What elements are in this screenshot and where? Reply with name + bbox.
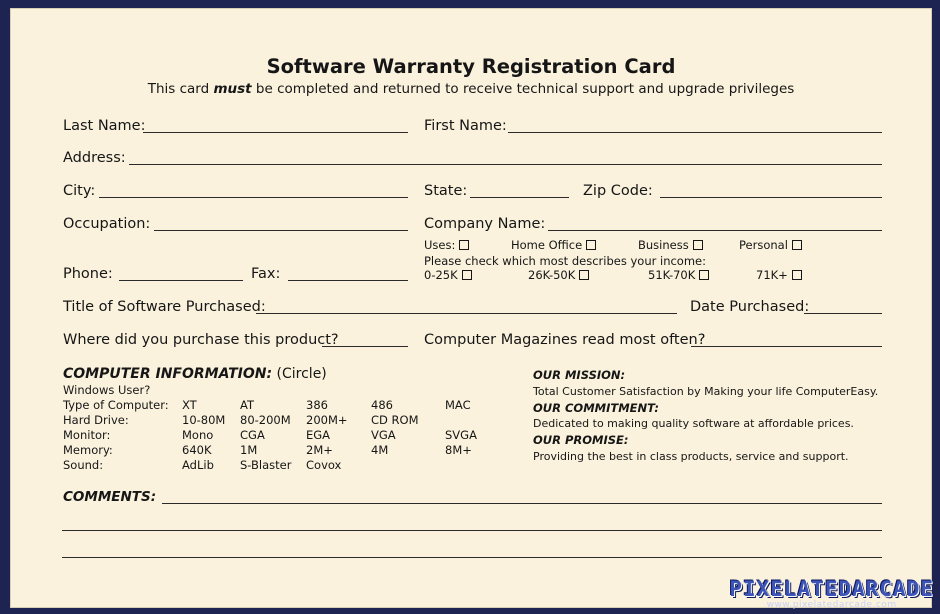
ci-option[interactable]: 2M+ xyxy=(306,443,333,457)
first-name-input[interactable] xyxy=(509,114,884,132)
income-option-2 xyxy=(648,268,709,282)
occupation-label: Occupation: xyxy=(63,216,151,232)
ci-option[interactable]: 486 xyxy=(371,398,393,412)
where-purchased-label: Where did you purchase this product? xyxy=(63,332,339,348)
ci-option[interactable]: VGA xyxy=(371,428,396,442)
income-prompt: Please check which most describes your income: xyxy=(424,254,706,268)
commitment-text: Dedicated to making quality software at affordable prices. xyxy=(533,417,854,430)
software-title-input[interactable] xyxy=(257,295,679,313)
personal-checkbox[interactable] xyxy=(792,240,802,250)
income-checkbox-0[interactable] xyxy=(462,270,472,280)
magazines-label: Computer Magazines read most often? xyxy=(424,332,706,348)
software-title-label: Title of Software Purchased: xyxy=(63,299,266,315)
ci-option[interactable]: CD ROM xyxy=(371,413,419,427)
ci-option[interactable]: MAC xyxy=(445,398,471,412)
ci-option[interactable]: 386 xyxy=(306,398,328,412)
state-label: State: xyxy=(424,183,468,199)
income-option-3 xyxy=(756,268,802,282)
software-title-line xyxy=(256,313,677,314)
ci-option[interactable]: 80-200M xyxy=(240,413,291,427)
ci-option[interactable]: 8M+ xyxy=(445,443,472,457)
income-checkbox-1[interactable] xyxy=(579,270,589,280)
comments-line-2 xyxy=(62,530,882,531)
occupation-input[interactable] xyxy=(155,212,410,230)
ci-row-label: Monitor: xyxy=(63,428,111,442)
occupation-line xyxy=(154,230,408,231)
uses-label xyxy=(424,238,469,252)
ci-option[interactable]: S-Blaster xyxy=(240,458,292,472)
personal-option xyxy=(739,238,802,252)
fax-input[interactable] xyxy=(289,262,410,280)
commitment-heading: OUR COMMITMENT: xyxy=(533,401,659,415)
subtitle-after: be completed and returned to receive technical support and upgrade privileges xyxy=(251,81,795,97)
mission-heading: OUR MISSION: xyxy=(533,368,626,382)
ci-option[interactable]: 10-80M xyxy=(182,413,226,427)
state-line xyxy=(470,197,569,198)
address-line xyxy=(129,164,882,165)
date-purchased-line xyxy=(804,313,882,314)
state-input[interactable] xyxy=(471,179,571,197)
home-office-checkbox[interactable] xyxy=(586,240,596,250)
mission-text: Total Customer Satisfaction by Making your life ComputerEasy. xyxy=(533,385,879,398)
ci-option[interactable]: CGA xyxy=(240,428,265,442)
watermark-name: PIXELATEDARCADE xyxy=(729,577,934,601)
ci-row-label: Sound: xyxy=(63,458,104,472)
card-title: Software Warranty Registration Card xyxy=(266,55,676,78)
income-checkbox-3[interactable] xyxy=(792,270,802,280)
uses-text: Uses: xyxy=(424,238,456,252)
comments-input-2[interactable] xyxy=(63,512,884,530)
zip-line xyxy=(660,197,882,198)
first-name-label: First Name: xyxy=(424,118,507,134)
fax-label: Fax: xyxy=(251,266,281,282)
ci-row-label: Hard Drive: xyxy=(63,413,129,427)
promise-text: Providing the best in class products, service and support. xyxy=(533,450,849,463)
ci-option[interactable]: SVGA xyxy=(445,428,477,442)
ci-option[interactable]: 200M+ xyxy=(306,413,348,427)
registration-card xyxy=(10,8,932,608)
company-label: Company Name: xyxy=(424,216,546,232)
business-option xyxy=(638,238,703,252)
city-input[interactable] xyxy=(100,179,410,197)
uses-checkbox[interactable] xyxy=(459,240,469,250)
ci-option[interactable]: 1M xyxy=(240,443,258,457)
subtitle-before: This card xyxy=(147,81,214,97)
income-label-1: 26K-50K xyxy=(528,268,576,282)
ci-option[interactable]: EGA xyxy=(306,428,331,442)
comments-input-3[interactable] xyxy=(63,539,884,557)
company-line xyxy=(548,230,882,231)
ci-option[interactable]: AdLib xyxy=(182,458,214,472)
promise-heading: OUR PROMISE: xyxy=(533,433,629,447)
ci-option[interactable]: Covox xyxy=(306,458,342,472)
card-subtitle xyxy=(10,81,932,97)
last-name-input[interactable] xyxy=(144,114,410,132)
personal-label: Personal xyxy=(739,238,788,252)
phone-input[interactable] xyxy=(120,262,245,280)
income-label-3: 71K+ xyxy=(756,268,788,282)
company-input[interactable] xyxy=(549,212,884,230)
ci-option[interactable]: 640K xyxy=(182,443,212,457)
windows-user-label: Windows User? xyxy=(63,383,151,397)
business-label: Business xyxy=(638,238,689,252)
fax-line xyxy=(288,280,408,281)
comments-input-1[interactable] xyxy=(163,485,884,503)
city-label: City: xyxy=(63,183,96,199)
first-name-line xyxy=(508,132,882,133)
address-label: Address: xyxy=(63,150,126,166)
where-purchased-line xyxy=(322,346,408,347)
ci-row-label: Type of Computer: xyxy=(63,398,169,412)
income-option-1 xyxy=(528,268,589,282)
income-label-2: 51K-70K xyxy=(648,268,696,282)
zip-input[interactable] xyxy=(661,179,884,197)
zip-label: Zip Code: xyxy=(583,183,653,199)
ci-row-label: Memory: xyxy=(63,443,113,457)
home-office-option xyxy=(511,238,596,252)
income-checkbox-2[interactable] xyxy=(699,270,709,280)
ci-option[interactable]: 4M xyxy=(371,443,389,457)
computer-info-heading xyxy=(63,366,327,382)
ci-option[interactable]: Mono xyxy=(182,428,214,442)
magazines-line xyxy=(691,346,882,347)
watermark xyxy=(729,577,934,610)
last-name-line xyxy=(143,132,408,133)
last-name-label: Last Name: xyxy=(63,118,146,134)
home-office-label: Home Office xyxy=(511,238,583,252)
date-purchased-input[interactable] xyxy=(805,295,884,313)
address-input[interactable] xyxy=(130,146,884,164)
ci-option[interactable]: XT xyxy=(182,398,197,412)
comments-line-3 xyxy=(62,557,882,558)
date-purchased-label: Date Purchased: xyxy=(690,299,810,315)
phone-label: Phone: xyxy=(63,266,113,282)
business-checkbox[interactable] xyxy=(693,240,703,250)
income-label-0: 0-25K xyxy=(424,268,458,282)
watermark-url: www.pixelatedarcade.com xyxy=(766,600,897,610)
city-line xyxy=(99,197,408,198)
phone-line xyxy=(119,280,243,281)
income-option-0 xyxy=(424,268,472,282)
computer-info-title: COMPUTER INFORMATION: xyxy=(63,366,273,382)
where-purchased-input[interactable] xyxy=(323,328,410,346)
magazines-input[interactable] xyxy=(692,328,884,346)
comments-label: COMMENTS: xyxy=(63,489,157,505)
ci-option[interactable]: AT xyxy=(240,398,254,412)
subtitle-emphasis: must xyxy=(213,81,252,97)
comments-line-1 xyxy=(162,503,882,504)
computer-info-note: (Circle) xyxy=(276,366,327,382)
